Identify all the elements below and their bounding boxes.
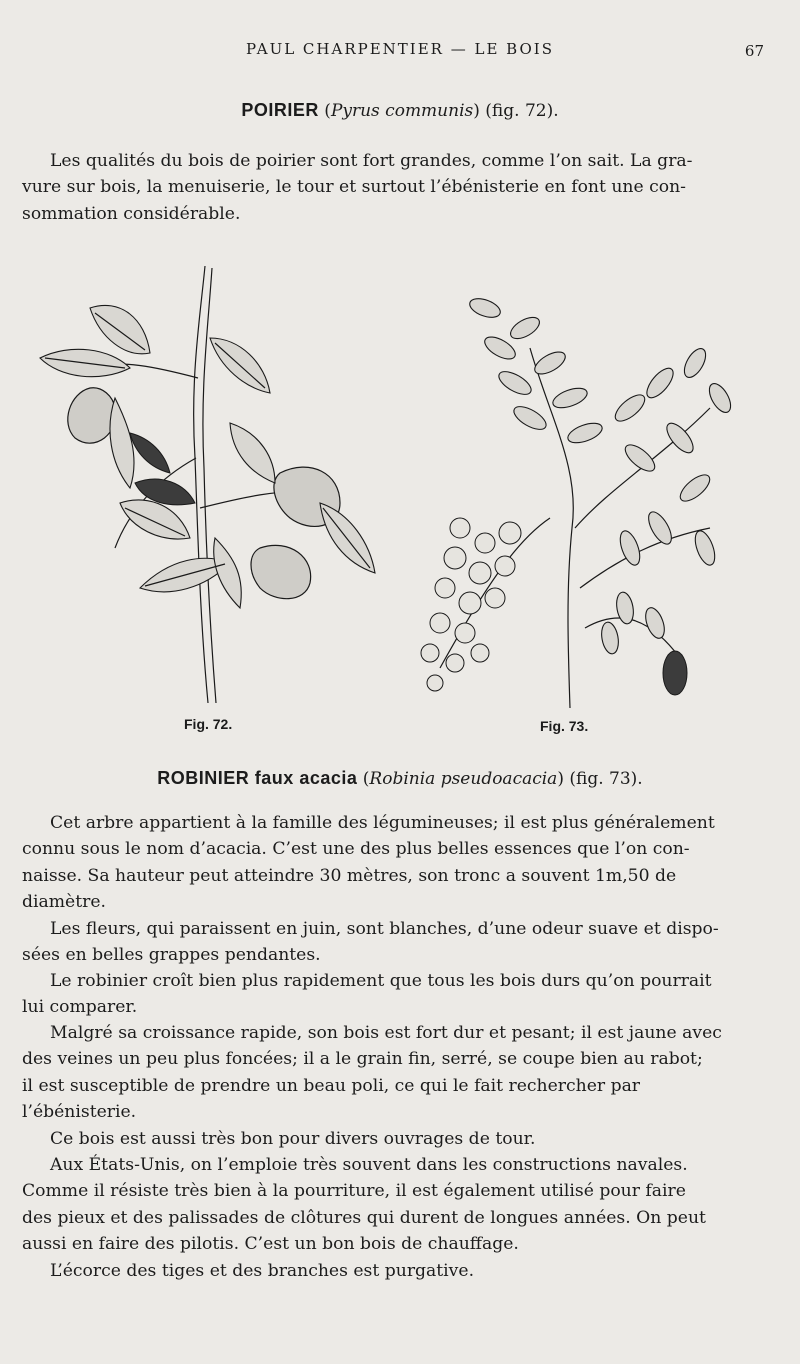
- running-header: [0, 38, 800, 62]
- fig72-caption: Fig. 72.: [184, 716, 233, 732]
- robinier-heading: [0, 768, 800, 789]
- running-title: PAUL CHARPENTIER — LE BOIS: [246, 40, 554, 58]
- text-line: Le robinier croît bien plus rapidement que tous les bois durs qu’on pourrait: [50, 971, 712, 991]
- poirier-heading: [0, 100, 800, 121]
- robinier-paragraph-4: [22, 1020, 760, 1125]
- text-line: L’écorce des tiges et des branches est purgative.: [50, 1261, 475, 1281]
- robinier-paragraph-6: [22, 1152, 760, 1257]
- text-line: Malgré sa croissance rapide, son bois est fort dur et pesant; il est jaune avec: [50, 1023, 722, 1043]
- robinier-latin-name: Robinia pseudoacacia: [369, 769, 558, 789]
- text-line: lui comparer.: [22, 997, 138, 1018]
- text-line: sommation considérable.: [22, 203, 241, 224]
- text-line: diamètre.: [22, 891, 106, 912]
- robinier-paragraph-1: [22, 810, 760, 915]
- fig73-caption: Fig. 73.: [540, 718, 589, 734]
- leaflet-group: [467, 295, 735, 695]
- poirier-latin-name: Pyrus communis: [330, 101, 474, 121]
- robinier-name: ROBINIER faux acacia: [157, 768, 358, 788]
- text-line: aussi en faire des pilotis. C’est un bon bois de chauffage.: [22, 1233, 519, 1254]
- pear-branch-illustration: [20, 258, 400, 708]
- robinier-figref: ) (fig. 73).: [557, 769, 643, 789]
- text-line: naisse. Sa hauteur peut atteindre 30 mètres, son tronc a souvent 1m,50 de: [22, 865, 677, 886]
- text-line: des veines un peu plus foncées; il a le grain fin, serré, se coupe bien au rabot;: [22, 1049, 703, 1070]
- text-line: Les fleurs, qui paraissent en juin, sont blanches, d’une odeur suave et dispo-: [50, 919, 719, 939]
- text-line: vure sur bois, la menuiserie, le tour et surtout l’ébénisterie en font une con-: [22, 177, 686, 198]
- text-line: l’ébénisterie.: [22, 1101, 137, 1122]
- robinier-paragraph-5: [22, 1126, 760, 1152]
- text-line: Ce bois est aussi très bon pour divers ouvrages de tour.: [50, 1129, 536, 1149]
- text-line: des pieux et des palissades de clôtures qui durent de longues années. On peut: [22, 1207, 706, 1228]
- text-line: connu sous le nom d’acacia. C’est une des plus belles essences que l’on con-: [22, 839, 690, 860]
- poirier-name: POIRIER: [241, 100, 319, 120]
- robinier-paren-open: (: [357, 769, 370, 789]
- poirier-paragraph: [22, 148, 760, 227]
- poirier-paren-open: (: [318, 101, 331, 121]
- page-number: 67: [744, 42, 764, 60]
- robinier-paragraph-3: [22, 968, 760, 1021]
- text-line: Cet arbre appartient à la famille des légumineuses; il est plus généralement: [50, 813, 715, 833]
- text-line: sées en belles grappes pendantes.: [22, 945, 321, 966]
- flower-cluster: [421, 518, 521, 691]
- robinia-branch-illustration: [400, 288, 740, 738]
- text-line: il est susceptible de prendre un beau poli, ce qui le fait rechercher par: [22, 1075, 641, 1096]
- text-line: Comme il résiste très bien à la pourriture, il est également utilisé pour faire: [22, 1181, 686, 1202]
- text-line: Aux États-Unis, on l’emploie très souvent dans les constructions navales.: [50, 1155, 688, 1175]
- robinier-paragraph-2: [22, 916, 760, 969]
- robinier-paragraph-7: [22, 1258, 760, 1284]
- text-line: Les qualités du bois de poirier sont fort grandes, comme l’on sait. La gra-: [50, 151, 693, 171]
- poirier-figref: ) (fig. 72).: [473, 101, 559, 121]
- figures-area: [0, 258, 800, 734]
